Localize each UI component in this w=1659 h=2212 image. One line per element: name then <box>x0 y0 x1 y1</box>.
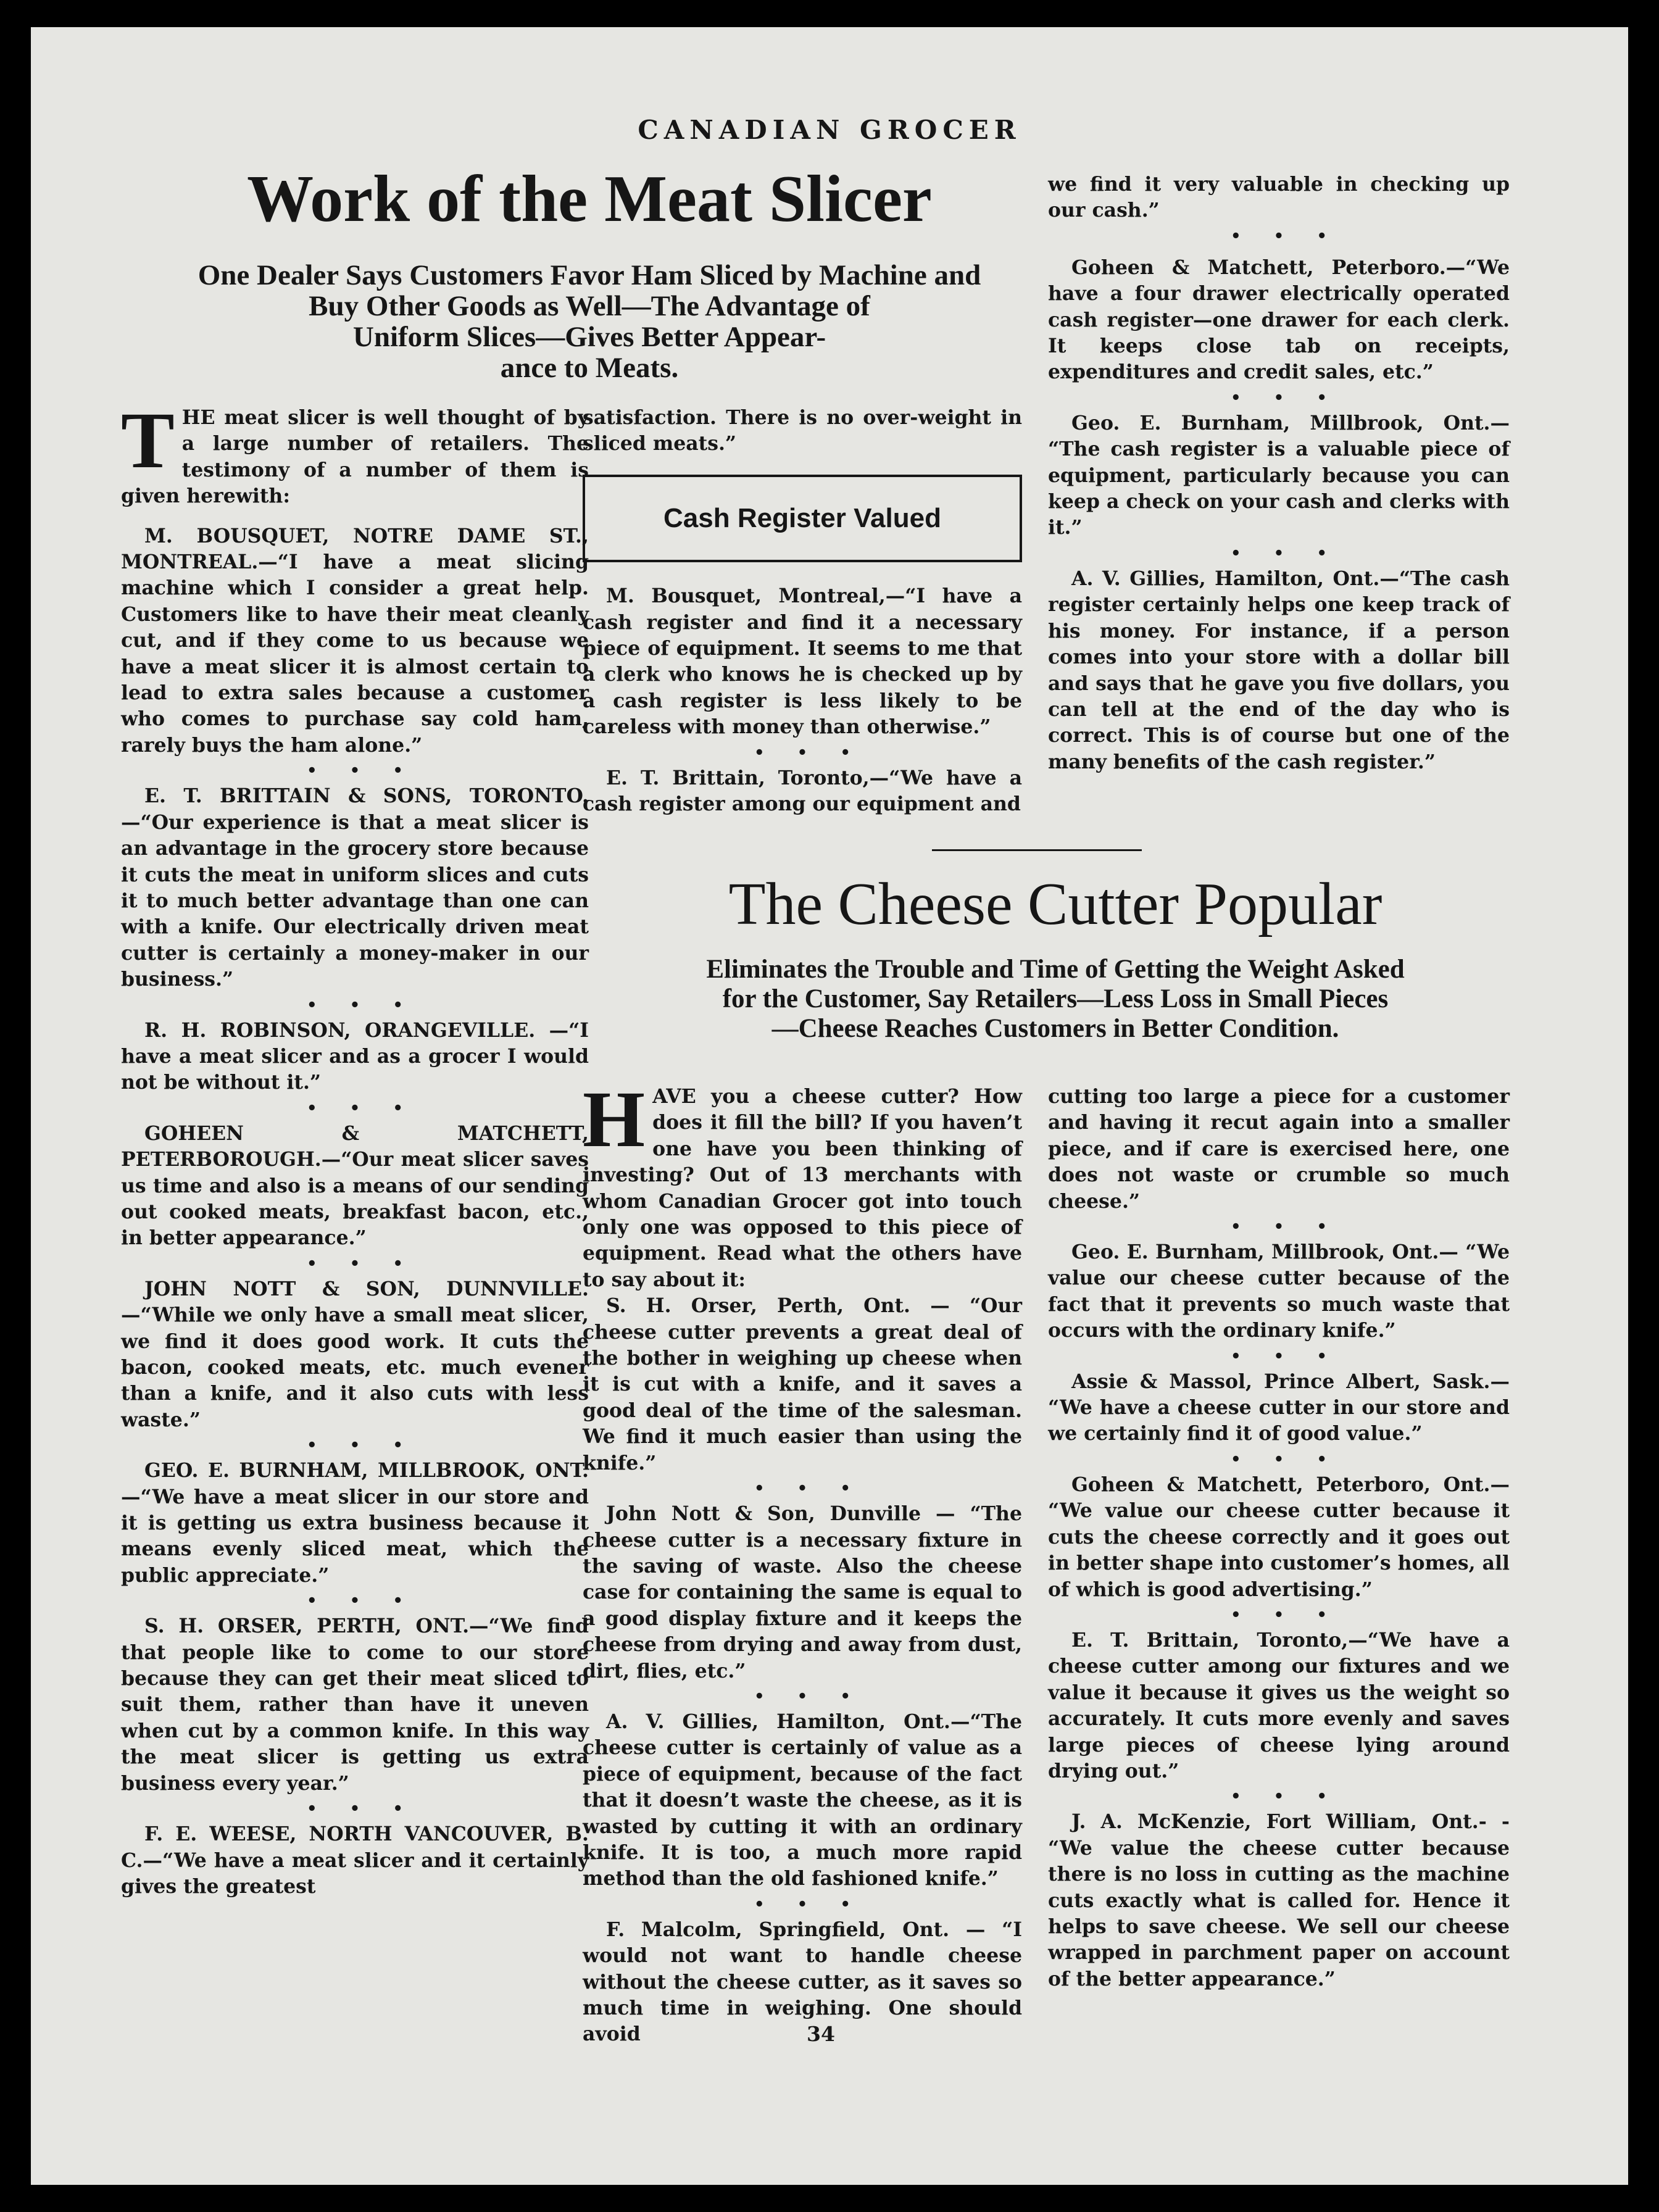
separator-dots: • • • <box>307 1254 417 1273</box>
separator-dots: • • • <box>1231 388 1341 407</box>
deck-line: for the Customer, Say Retailers—Less Loss in Small Pieces <box>722 984 1389 1013</box>
separator-dots: • • • <box>1231 544 1341 563</box>
separator-dots: • • • <box>307 1800 417 1819</box>
testimony: E. T. Brittain, Toronto,—“We have a cash register among our equipment and <box>583 766 1022 816</box>
meat-slicer-header <box>99 164 1080 383</box>
cheese-cutter-deck <box>574 955 1537 1044</box>
separator-dots: • • • <box>754 1479 864 1499</box>
separator-dots: • • • <box>754 1687 864 1706</box>
separator-dots: • • • <box>307 1436 417 1455</box>
testimony: GOHEEN & MATCHETT, PETERBOROUGH.—“Our meat slicer saves us time and also is a means of our sending out cooked meats, breakfast bacon, etc., in better appearance.” <box>121 1121 589 1250</box>
separator-dots: • • • <box>1231 1787 1341 1807</box>
deck-line: —Cheese Reaches Customers in Better Condition. <box>771 1013 1339 1043</box>
testimony: Geo. E. Burnham, Millbrook, Ont.— “We value our cheese cutter because of the fact that it prevents so much waste that occurs with the ordinary knife.” <box>1048 1241 1510 1342</box>
separator-dots: • • • <box>307 1099 417 1118</box>
deck-line: One Dealer Says Customers Favor Ham Sliced by Machine and <box>198 259 981 292</box>
page-number: 34 <box>807 2022 835 2046</box>
deck-line: Eliminates the Trouble and Time of Getting the Weight Asked <box>706 954 1405 984</box>
section-rule <box>932 849 1142 851</box>
column-3-bottom <box>1048 1084 1510 1992</box>
cheese-cutter-continued: cutting too large a piece for a customer and having it recut again into a smaller piece, and if care is exercised here, one does not waste or crumble so much cheese.” <box>1048 1085 1510 1213</box>
testimony: Goheen & Matchett, Peterboro, Ont.— “We value our cheese cutter because it cuts the cheese correctly and it goes out in better shape into customer’s homes, all of which is good advertising.” <box>1048 1473 1510 1601</box>
testimony: E. T. Brittain, Toronto,—“We have a cheese cutter among our fixtures and we value it because it gives us the weight so accurately. It cuts more evenly and saves large pieces of cheese lying around drying out.” <box>1048 1628 1510 1782</box>
separator-dots: • • • <box>307 762 417 781</box>
testimony: A. V. Gillies, Hamilton, Ont.—“The cash register certainly helps one keep track of his money. For instance, if a person comes into your store with a dollar bill and says that he gave you five dollars, you can tell at the end of the day who is correct. This is of course but one of the many benefits of the cash register.” <box>1048 567 1510 773</box>
separator-dots: • • • <box>1231 1450 1341 1469</box>
column-1 <box>121 396 589 1900</box>
separator-dots: • • • <box>307 1592 417 1611</box>
testimony: Goheen & Matchett, Peterboro.—“We have a four drawer electrically operated cash register—one drawer for each clerk. It keeps close tab on receipts, expenditures and credit sales, etc.” <box>1048 256 1510 384</box>
testimony: Assie & Massol, Prince Albert, Sask.— “We have a cheese cutter in our store and we certainly find it of good value.” <box>1048 1370 1510 1445</box>
cheese-cutter-header <box>574 873 1537 1044</box>
testimony: GEO. E. BURNHAM, MILLBROOK, ONT.—“We have a meat slicer in our store and it is getting us extra business because it means evenly sliced meat, which the public appreciate.” <box>121 1459 589 1587</box>
column-3-top <box>1048 172 1510 775</box>
column-2-bottom <box>583 1075 1022 2048</box>
meat-slicer-continued: satisfaction. There is no over-weight in sliced meats.” <box>583 406 1022 455</box>
separator-dots: • • • <box>1231 1347 1341 1366</box>
separator-dots: • • • <box>1231 227 1341 246</box>
testimony: J. A. McKenzie, Fort William, Ont.- - “We value the cheese cutter because there is no loss in cutting as the machine cuts exactly what is called for. Hence it helps to save cheese. We sell our cheese wrapped in parchment paper on account of the better appearance.” <box>1048 1810 1510 1990</box>
cheese-cutter-title: The Cheese Cutter Popular <box>728 871 1382 938</box>
separator-dots: • • • <box>754 743 864 762</box>
deck-line: Uniform Slices—Gives Better Appear- <box>352 321 826 354</box>
drop-cap: H <box>583 1075 646 1164</box>
testimony: F. Malcolm, Springfield, Ont. — “I would not want to handle cheese without the cheese cutter, as it saves so much time in weighing. One should avoid <box>583 1918 1022 2046</box>
cash-register-continued: we find it very valuable in checking up our cash.” <box>1048 173 1510 222</box>
testimony: M. BOUSQUET, NOTRE DAME ST., MONTREAL.—“I have a meat slicing machine which I consider a great help. Customers like to have their meat cleanly cut, and if they come to us because we have a meat slicer it is almost certain to lead to extra sales because a customer who comes to purchase say cold ham, rarely buys the ham alone.” <box>121 524 589 757</box>
meat-slicer-title: Work of the Meat Slicer <box>247 162 932 236</box>
testimony: John Nott & Son, Dunville — “The cheese cutter is a necessary fixture in the saving of waste. Also the cheese case for containing the same is equal to a good display fixture and it keeps the cheese from drying and away from dust, dirt, flies, etc.” <box>583 1502 1022 1682</box>
separator-dots: • • • <box>754 1895 864 1914</box>
cheese-cutter-intro: HAVE you a cheese cutter? How does it fill the bill? If you haven’t one have you been thinking of investing? Out of 13 merchants with whom Canadian Grocer got into touch only one was opposed to this piece of equipment. Read what the others have to say about it: <box>583 1075 1022 1291</box>
separator-dots: • • • <box>1231 1605 1341 1624</box>
testimony: JOHN NOTT & SON, DUNNVILLE. —“While we only have a small meat slicer, we find it does good work. It cuts the bacon, cooked meats, etc. much evener than a knife, and it also cuts with less waste.” <box>121 1277 589 1431</box>
magazine-page <box>31 27 1628 2185</box>
testimony: E. T. BRITTAIN & SONS, TORONTO.—“Our experience is that a meat slicer is an advantage in the grocery store because it cuts the meat in uniform slices and cuts it to much better advantage than one can with a knife. Our electrically driven meat cutter is certainly a money-maker in our business.” <box>121 784 589 991</box>
testimony: M. Bousquet, Montreal,—“I have a cash register and find it a necessary piece of equipment. It seems to me that a clerk who knows he is checked up by a cash register is less likely to be careless with money than otherwise.” <box>583 584 1022 739</box>
testimony: Geo. E. Burnham, Millbrook, Ont.— “The cash register is a valuable piece of equipment, particularly because you can keep a check on your cash and clerks with it.” <box>1048 411 1510 539</box>
testimony: R. H. ROBINSON, ORANGEVILLE. —“I have a meat slicer and as a grocer I would not be without it.” <box>121 1018 589 1094</box>
meat-slicer-intro: THE meat slicer is well thought of by a large number of retailers. The testimony of a number of them is given herewith: <box>121 396 589 508</box>
meat-slicer-deck <box>99 260 1080 383</box>
deck-line: ance to Meats. <box>500 352 679 385</box>
separator-dots: • • • <box>307 996 417 1015</box>
testimony: A. V. Gillies, Hamilton, Ont.—“The cheese cutter is certainly of value as a piece of equipment, because of the fact that it doesn’t waste the cheese, as it is wasted by cutting it with an ordinary knife. It is too, a much more rapid method than the old fashioned knife.” <box>583 1710 1022 1890</box>
cash-register-heading: Cash Register Valued <box>583 475 1022 562</box>
testimony: F. E. WEESE, NORTH VANCOUVER, B. C.—“We have a meat slicer and it certainly gives the greatest <box>121 1823 589 1898</box>
testimony: S. H. Orser, Perth, Ont. — “Our cheese cutter prevents a great deal of the bother in weighing up cheese when it is cut with a knife, and it saves a good deal of the time of the salesman. We find it much easier than using the knife.” <box>583 1294 1022 1474</box>
column-2-top <box>583 405 1022 817</box>
separator-dots: • • • <box>1231 1218 1341 1237</box>
drop-cap: T <box>121 396 175 485</box>
running-head: CANADIAN GROCER <box>638 115 1021 145</box>
deck-line: Buy Other Goods as Well—The Advantage of <box>309 290 870 323</box>
testimony: S. H. ORSER, PERTH, ONT.—“We find that people like to come to our store because they can get their meat sliced to suit them, rather than have it uneven when cut by a common knife. In this way the meat slicer is getting us extra business every year.” <box>121 1615 589 1795</box>
